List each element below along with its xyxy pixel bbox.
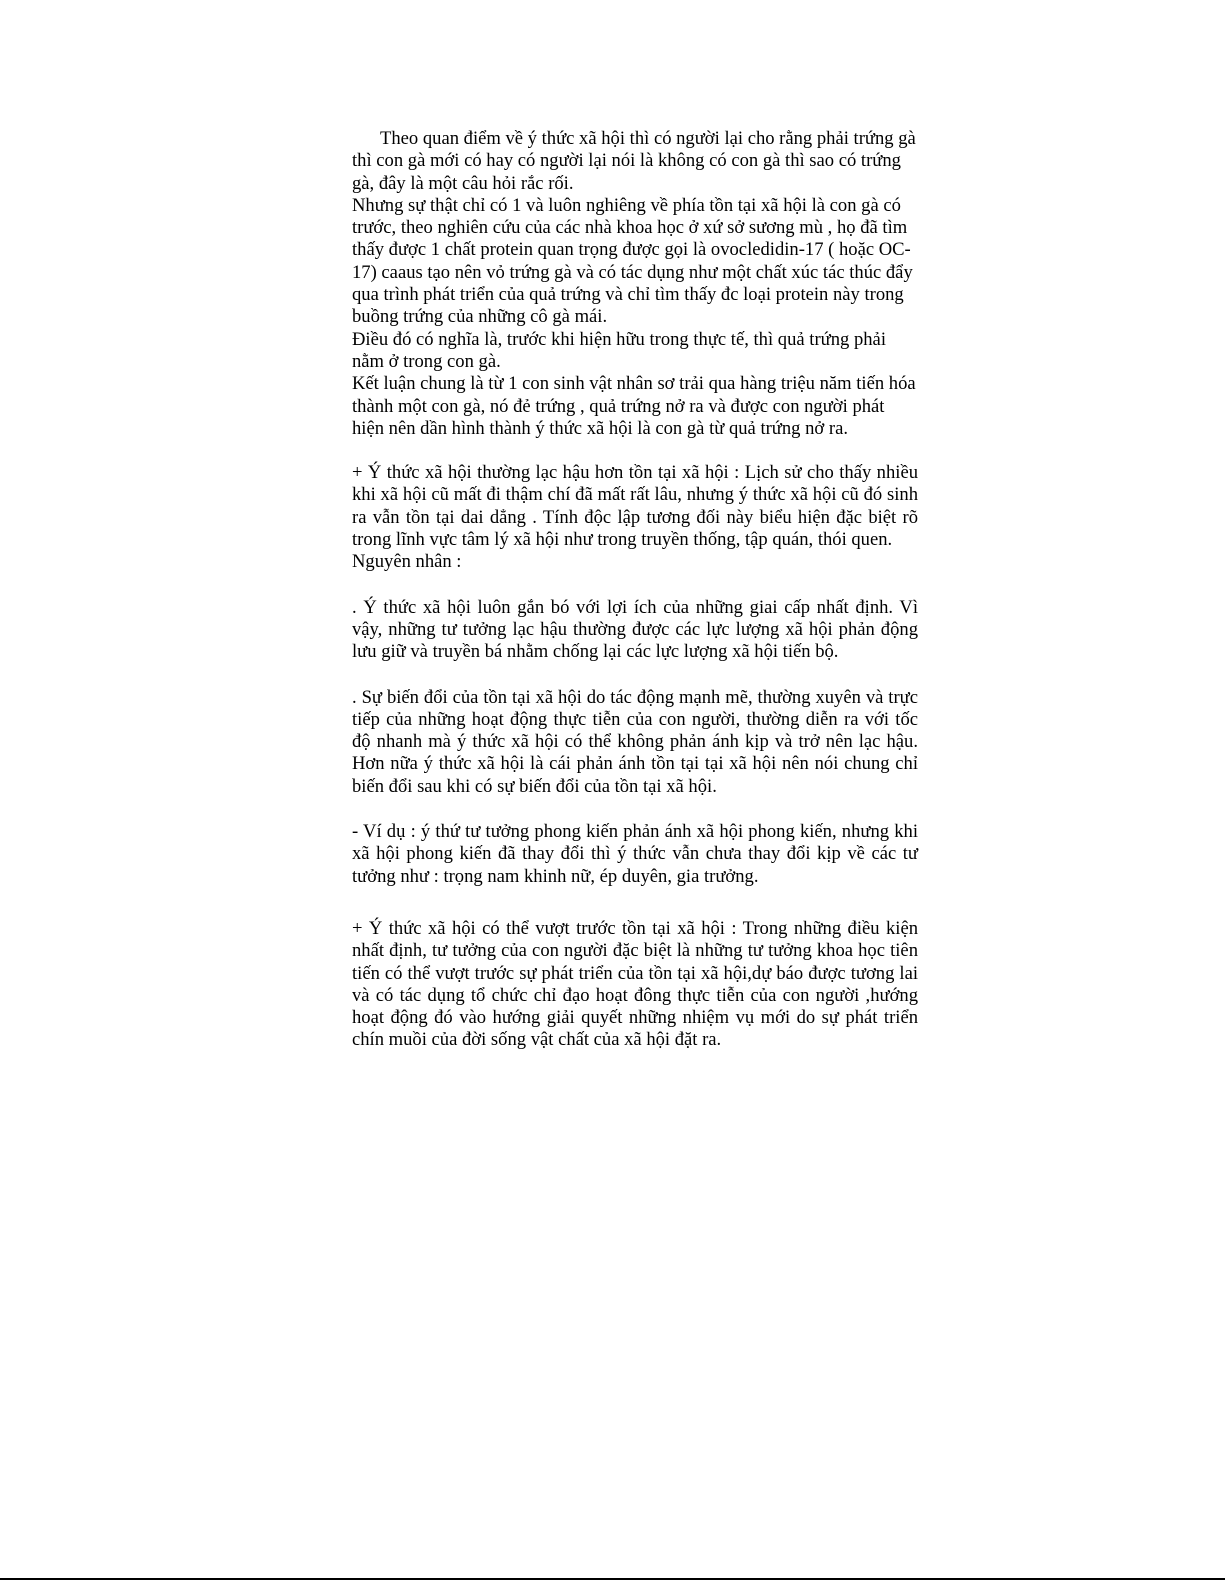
paragraph-spacer	[352, 888, 918, 918]
paragraph-spacer	[352, 664, 918, 687]
paragraph-leading-consciousness: + Ý thức xã hội có thể vượt trước tồn tại xã hội : Trong những điều kiện nhất định, tư tưởng của con người đặc biệt là những tư tưởng khoa học tiên tiến có thể vượt trước sự phát triển của tồn tại xã hội,dự báo được tương lai và có tác dụng tổ chức chỉ đạo hoạt đông thực tiễn của con người ,hướng hoạt động đó vào hướng giải quyết những nhiệm vụ mới do sự phát triển chín muồi của đời sống vật chất của xã hội đặt ra.	[352, 917, 918, 1051]
paragraph-meaning: Điều đó có nghĩa là, trước khi hiện hữu trong thực tế, thì quả trứng phải nằm ở trong con gà.	[352, 328, 886, 372]
paragraph-example: - Ví dụ : ý thứ tư tưởng phong kiến phản ánh xã hội phong kiến, nhưng khi xã hội phong kiến đã thay đổi thì ý thức vẫn chưa thay đổi kịp về các tư tưởng như : trọng nam khinh nữ, ép duyên, gia trưởng.	[352, 821, 918, 887]
paragraph-research: Nhưng sự thật chỉ có 1 và luôn nghiêng về phía tồn tại xã hội là con gà có trước, theo nghiên cứu của các nhà khoa học ở xứ sở sương mù , họ đã tìm thấy được 1 chất protein quan trọng được gọi là ovocledidin-17 ( hoặc OC-17) caaus tạo nên vỏ trứng gà và có tác dụng như một chất xúc tác thúc đẩy qua trình phát triển của quả trứng và chỉ tìm thấy đc loại protein này trong buồng trứng của những cô gà mái.	[352, 194, 913, 328]
page-bottom-border	[0, 1578, 1225, 1580]
paragraph-cause-interests: . Ý thức xã hội luôn gắn bó với lợi ích của những giai cấp nhất định. Vì vậy, những tư tưởng lạc hậu thường được các lực lượng xã hội phản động lưu giữ và truyền bá nhằm chống lại các lực lượng xã hội tiến bộ.	[352, 596, 918, 663]
paragraph-spacer	[352, 574, 918, 597]
paragraph-cause-change: . Sự biến đổi của tồn tại xã hội do tác động mạnh mẽ, thường xuyên và trực tiếp của những hoạt động thực tiễn của con người, thường diễn ra với tốc độ nhanh mà ý thức xã hội có thể không phản ánh kịp và trở nên lạc hậu. Hơn nữa ý thức xã hội là cái phản ánh tồn tại tại xã hội nên nói chung chỉ biến đổi sau khi có sự biến đổi của tồn tại xã hội.	[352, 686, 918, 797]
paragraph-intro: Theo quan điểm về ý thức xã hội thì có người lại cho rằng phải trứng gà thì con gà mới có hay có người lại nói là không có con gà thì sao có trứng gà, đây là một câu hỏi rắc rối.	[352, 128, 916, 194]
document-body	[352, 128, 918, 1052]
paragraph-spacer	[352, 440, 918, 462]
paragraph-conclusion: Kết luận chung là từ 1 con sinh vật nhân sơ trải qua hàng triệu năm tiến hóa thành một con gà, nó đẻ trứng , quả trứng nở ra và được con người phát hiện nên dần hình thành ý thức xã hội là con gà từ quả trứng nở ra.	[352, 373, 916, 439]
paragraph-causes-heading: Nguyên nhân :	[352, 551, 462, 573]
paragraph-spacer	[352, 798, 918, 821]
paragraph-lagging-consciousness: + Ý thức xã hội thường lạc hậu hơn tồn tại xã hội : Lịch sử cho thấy nhiều khi xã hội cũ mất đi thậm chí đã mất rất lâu, nhưng ý thức xã hội cũ đó sinh ra vẫn tồn tại dai dẳng . Tính độc lập tương đối này biểu hiện đặc biệt rõ trong lĩnh vực tâm lý xã hội như trong truyền thống, tập quán, thói quen.	[352, 462, 918, 551]
